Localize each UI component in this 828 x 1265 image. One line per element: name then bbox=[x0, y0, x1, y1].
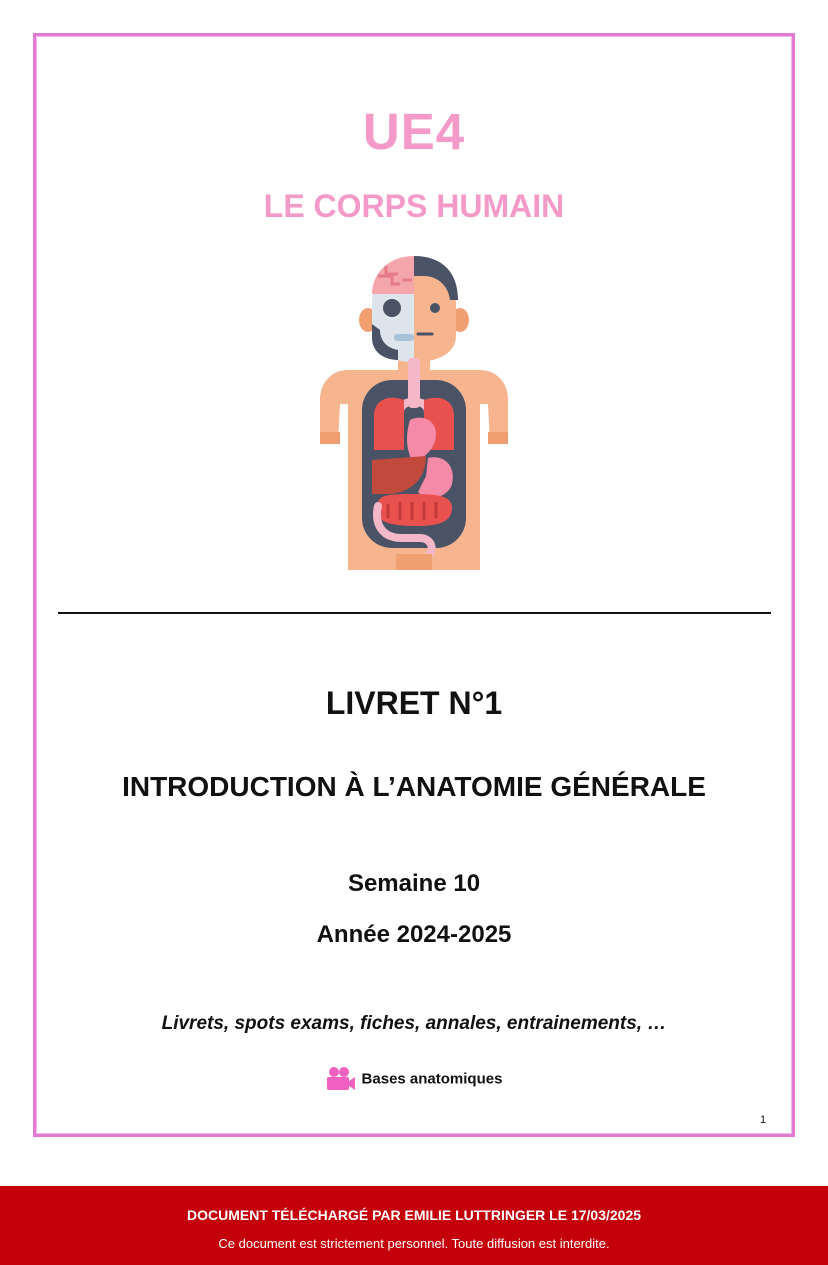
page-number: 1 bbox=[760, 1114, 767, 1126]
human-anatomy-icon bbox=[318, 254, 510, 570]
personal-notice: Ce document est strictement personnel. Toute diffusion est interdite. bbox=[218, 1236, 610, 1251]
video-link[interactable] bbox=[0, 1066, 828, 1092]
booklet-subject: INTRODUCTION À L’ANATOMIE GÉNÉRALE bbox=[122, 771, 706, 802]
download-notice: DOCUMENT TÉLÉCHARGÉ PAR EMILIE LUTTRINGER LE 17/03/2025 bbox=[186, 1207, 642, 1223]
booklet-year: Année 2024-2025 bbox=[316, 921, 512, 948]
booklet-number: LIVRET N°1 bbox=[325, 685, 503, 721]
resources-tagline: Livrets, spots exams, fiches, annales, entrainements, … bbox=[161, 1013, 667, 1034]
download-banner bbox=[0, 1186, 828, 1265]
ue-title: LE CORPS HUMAIN bbox=[263, 188, 565, 224]
booklet-week: Semaine 10 bbox=[347, 870, 481, 897]
video-label: Bases anatomiques bbox=[361, 1070, 503, 1088]
ue-code: UE4 bbox=[362, 103, 466, 160]
section-divider bbox=[58, 612, 771, 614]
video-camera-icon bbox=[326, 1066, 356, 1092]
